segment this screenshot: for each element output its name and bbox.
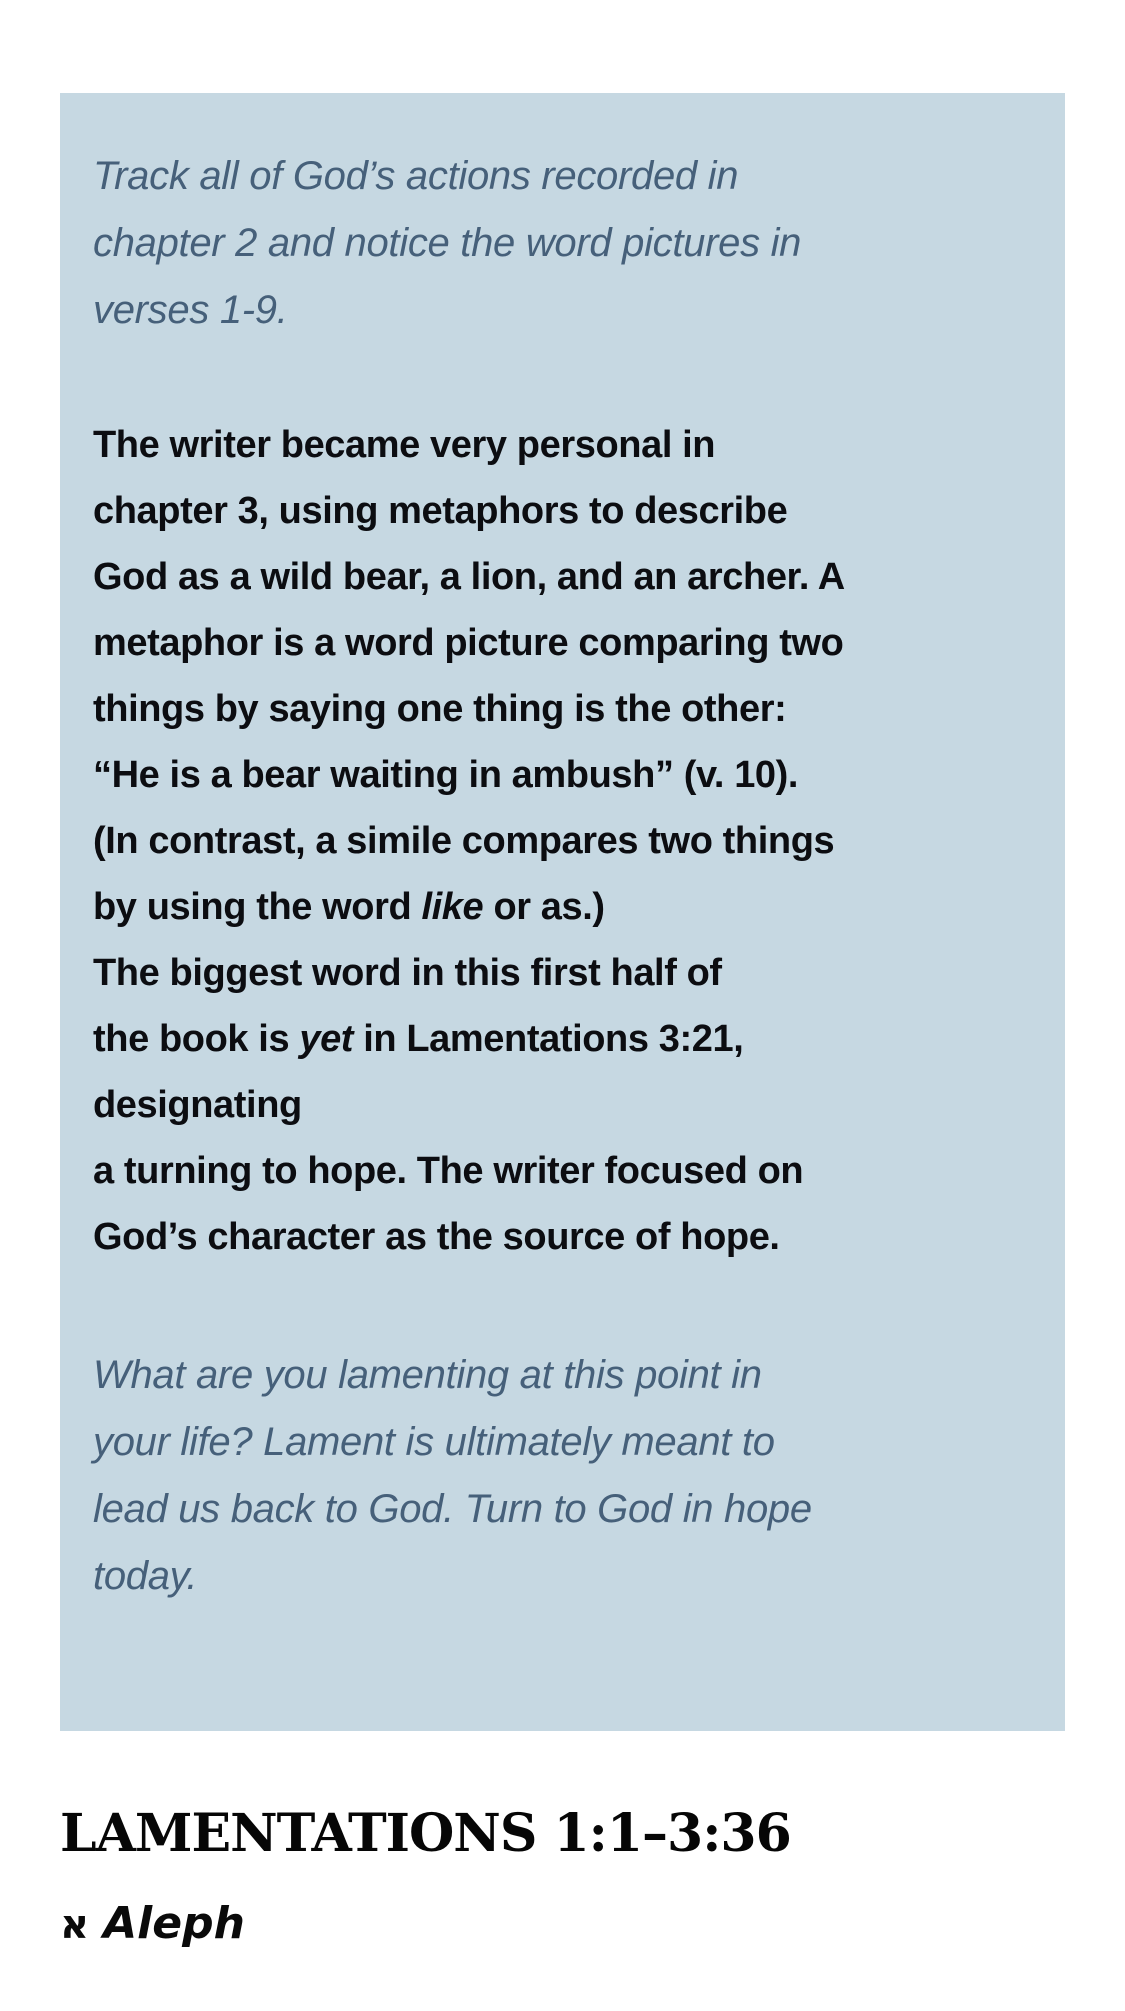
text-run: metaphor is a word picture comparing two (93, 622, 844, 664)
text-line (93, 412, 1032, 478)
text-run: things by saying one thing is the other: (93, 688, 787, 730)
acrostic-label (60, 1896, 245, 1953)
italic-emphasis: yet (299, 1018, 354, 1060)
text-line (93, 808, 1032, 874)
reflection-prompt-bottom (93, 1342, 1032, 1610)
text-run: today. (93, 1554, 198, 1598)
text-run: God’s character as the source of hope. (93, 1216, 780, 1258)
text-run: God as a wild bear, a lion, and an archer. A (93, 556, 845, 598)
text-run: chapter 3, using metaphors to describe (93, 490, 788, 532)
passage-heading: LAMENTATIONS 1:1–3:36 (60, 1803, 791, 1864)
text-line (93, 742, 1032, 808)
hebrew-letter-aleph: א (60, 1902, 90, 1948)
text-run: Track all of God’s actions recorded in (93, 154, 739, 198)
text-run: (In contrast, a simile compares two things (93, 820, 835, 862)
text-run: The writer became very personal in (93, 424, 716, 466)
text-run: by using the word (93, 886, 422, 928)
text-line (93, 940, 1032, 1006)
text-line (93, 1543, 1032, 1610)
study-note-card (60, 93, 1065, 1731)
reflection-prompt-top (93, 143, 1032, 344)
italic-emphasis: like (421, 886, 484, 928)
text-run: designating (93, 1084, 302, 1126)
text-line (93, 478, 1032, 544)
text-line (93, 1006, 1032, 1072)
text-run: The biggest word in this first half of (93, 952, 722, 994)
text-run: in Lamentations 3:21, (353, 1018, 744, 1060)
text-line (93, 1204, 1032, 1270)
text-run: “He is a bear waiting in ambush” (v. 10). (93, 754, 799, 796)
text-line (93, 610, 1032, 676)
text-line (93, 676, 1032, 742)
text-run: the book is (93, 1018, 300, 1060)
text-run: lead us back to God. Turn to God in hope (93, 1487, 812, 1531)
text-run: a turning to hope. The writer focused on (93, 1150, 804, 1192)
text-run: What are you lamenting at this point in (93, 1353, 762, 1397)
text-line (93, 1138, 1032, 1204)
text-line (93, 143, 1032, 210)
text-line (93, 874, 1032, 940)
text-line (93, 1072, 1032, 1138)
text-line (93, 277, 1032, 344)
text-run: chapter 2 and notice the word pictures in (93, 221, 802, 265)
text-run: your life? Lament is ultimately meant to (93, 1420, 775, 1464)
commentary-paragraph (93, 412, 1032, 1270)
text-line (93, 544, 1032, 610)
text-line (93, 1342, 1032, 1409)
text-run: or as.) (483, 886, 605, 928)
text-line (93, 1409, 1032, 1476)
text-line (93, 210, 1032, 277)
text-line (93, 1476, 1032, 1543)
letter-name: Aleph (103, 1898, 245, 1949)
text-run: verses 1-9. (93, 288, 288, 332)
